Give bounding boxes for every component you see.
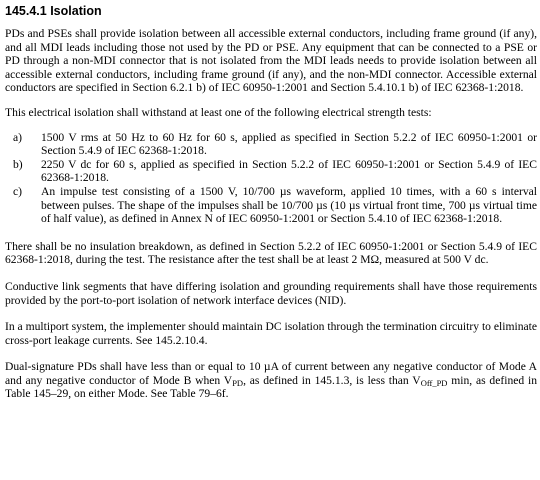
vpd-subscript: PD: [232, 377, 244, 388]
list-item: [5, 185, 537, 226]
dual-signature-text-2: , as defined in 145.1.3, is less than V: [243, 373, 421, 387]
list-item: [5, 131, 537, 158]
list-item-label: c): [13, 184, 23, 198]
dual-signature-text-3: min, as defined in Table 145–29, on either Mode. See Table 79–6f.: [5, 373, 538, 401]
list-item-text: 2250 V dc for 60 s, applied as specified in Section 5.2.2 of IEC 60950-1:2001 or Section 5.4.9 of IEC 62368-1:2018.: [41, 157, 537, 185]
document-page: [5, 4, 537, 401]
withstand-paragraph: This electrical isolation shall withstand at least one of the following electrical strength tests:: [5, 105, 432, 119]
multiport-paragraph: In a multiport system, the implementer should maintain DC isolation through the termination circuitry to eliminate cross-port leakage currents. See 145.2.10.4.: [5, 320, 537, 347]
list-item: [5, 158, 537, 185]
breakdown-paragraph: There shall be no insulation breakdown, as defined in Section 5.2.2 of IEC 60950-1:2001 or Section 5.4.9 of IEC 62368-1:2018, during the test. The resistance after the test shall be at least 2 MΩ, measured at 500 V dc.: [5, 239, 537, 267]
list-item-text: 1500 V rms at 50 Hz to 60 Hz for 60 s, applied as specified in Section 5.2.2 of IEC 60950-1:2001 or Section 5.4.9 of IEC 62368-1:2018.: [41, 130, 537, 158]
test-list: [5, 131, 537, 226]
section-title: Isolation: [50, 4, 102, 18]
section-heading: [5, 4, 537, 19]
dual-signature-paragraph: [5, 360, 537, 401]
list-item-label: a): [13, 130, 23, 144]
section-number: 145.4.1: [5, 4, 47, 18]
dual-signature-text-1: Dual-signature PDs shall have less than or equal to 10 µA of current between any negative conductor of Mode A and any negative conductor of Mode B when V: [5, 360, 537, 387]
conductive-paragraph: Conductive link segments that have differing isolation and grounding requirements shall have those requirements provided by the port-to-port isolation of network interface devices (NID).: [5, 279, 537, 307]
list-item-label: b): [13, 157, 23, 171]
voff-pd-subscript: Off_PD: [420, 377, 448, 388]
intro-paragraph: PDs and PSEs shall provide isolation between all accessible external conductors, including frame ground (if any), and all MDI leads including those not used by the PD or PSE. Any equipment that can be connected to a PSE or PD through a non-MDI connector that is not isolated from the MDI leads needs to provide isolation between all accessible external conductors, including frame ground (if any), and the non-MDI connector. Accessible external conductors are specified in Section 6.2.1 b) of IEC 60950-1:2001 and Section 5.4.10.1 b) of IEC 62368-1:2018.: [5, 27, 537, 95]
list-item-text: An impulse test consisting of a 1500 V, 10/700 µs waveform, applied 10 times, with a 60 s interval between pulses. The shape of the impulses shall be 10/700 µs (10 µs virtual front time, 700 µs virtual time of half value), as defined in Annex N of IEC 60950-1:2001 or Section 5.4.10 of IEC 62368-1:2018.: [41, 184, 537, 226]
